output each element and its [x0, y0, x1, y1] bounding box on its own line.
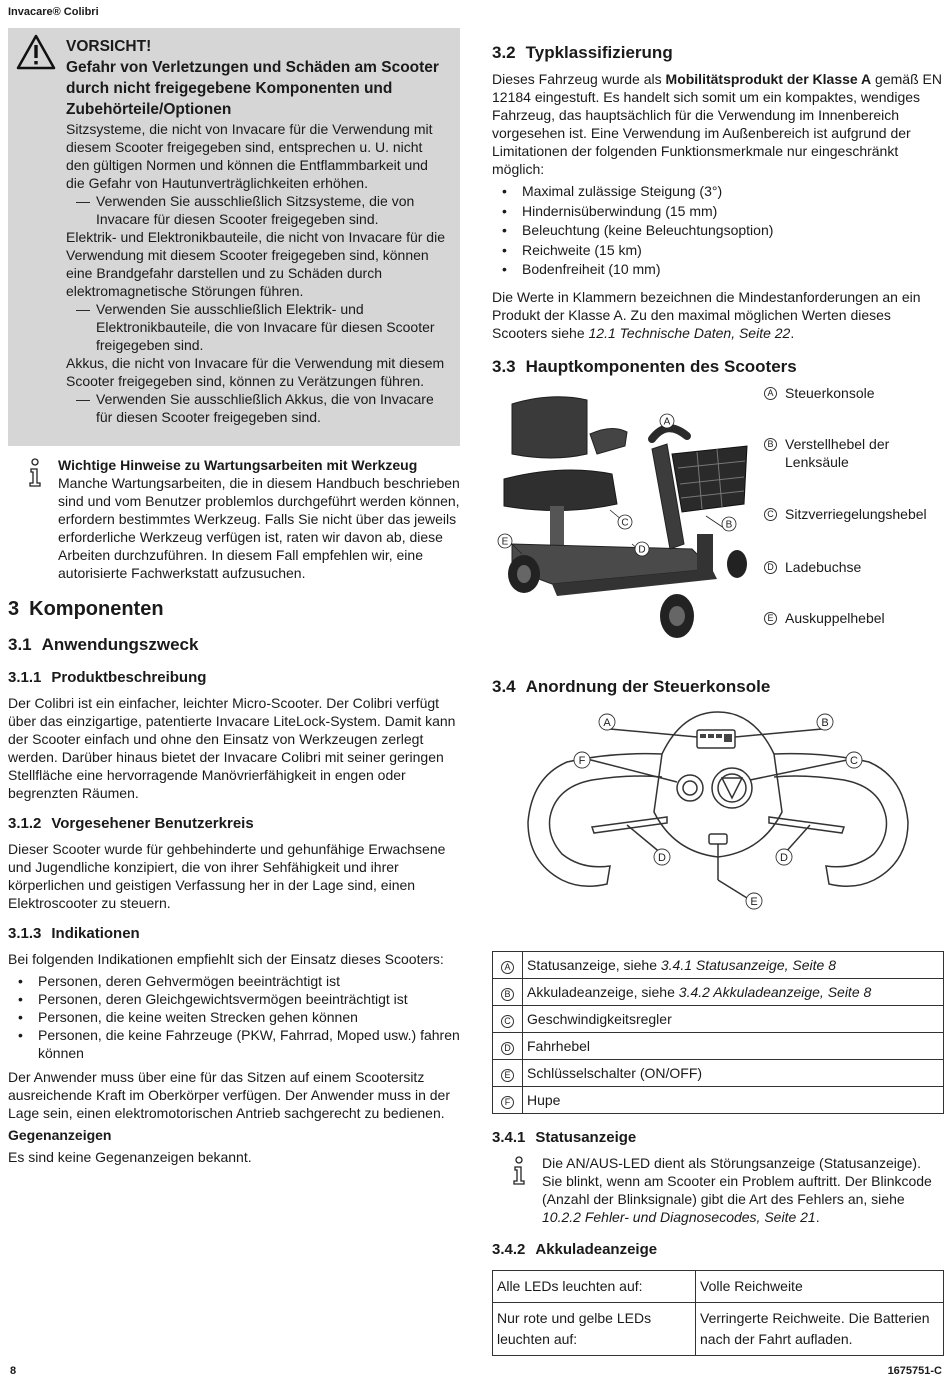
subsection-heading: 3.4.2 Akkuladeanzeige — [492, 1240, 658, 1258]
console-illustration — [492, 702, 944, 942]
contraindications-text: Es sind keine Gegenanzeigen bekannt. — [8, 1149, 252, 1165]
legend-item: D Ladebuchse — [764, 558, 861, 576]
callout-letter: E — [501, 536, 509, 547]
warning-box — [8, 28, 460, 446]
battery-indicator-table — [492, 1270, 944, 1356]
console-figure — [492, 702, 944, 947]
indications-list — [8, 972, 460, 1062]
warning-instruction: — Verwenden Sie ausschließlich Elektrik- und Elektronikbauteile, die von Invacare für diesen Scooter freigegeben sind. — [76, 301, 435, 353]
table-row: C Geschwindigkeitsregler — [493, 1005, 944, 1032]
callout-letter: E — [750, 895, 758, 908]
scooter-illustration — [492, 384, 757, 664]
callout-letter: C — [621, 517, 629, 528]
list-item: • Personen, deren Gleichgewichtsvermögen beeinträchtigt ist — [8, 990, 460, 1008]
product-description: Der Colibri ist ein einfacher, leichter Micro-Scooter. Der Colibri verfügt über das einzigartige, patentierte Invacare LiteLock-System. Damit kann der Scooter einfach und ohne den Einsatz von Werkzeugen zerlegt werden. Darüber hinaus bietet der Invacare Colibri mit seiner geringen Stellfläche eine hervorragende Manövrierfähigkeit in engen oder begrenzten Räumen. — [8, 695, 456, 801]
cross-reference-link[interactable]: 10.2.2 Fehler- und Diagnosecodes, Seite 21 — [542, 1208, 816, 1225]
legend-item: B Verstellhebel der Lenksäule — [764, 435, 915, 471]
info-icon — [28, 458, 42, 488]
document-id: 1675751-C — [887, 1365, 942, 1377]
section-heading: 3.3 Hauptkomponenten des Scooters — [492, 356, 797, 376]
warning-instruction: — Verwenden Sie ausschließlich Sitzsysteme, die von Invacare für diesen Scooter freigegeben sind. — [76, 193, 415, 227]
section-heading: 3.2 Typklassifizierung — [492, 43, 673, 62]
warning-triangle-icon — [16, 34, 56, 70]
contraindications-title: Gegenanzeigen — [8, 1127, 112, 1143]
subsection-heading: 3.1.3 Indikationen — [8, 925, 140, 942]
list-item: • Personen, deren Gehvermögen beeinträchtigt ist — [8, 972, 460, 990]
running-header: Invacare® Colibri — [8, 6, 99, 18]
table-row: E Schlüsselschalter (ON/OFF) — [493, 1059, 944, 1086]
cross-reference-link[interactable]: 3.4.2 Akkuladeanzeige, Seite 8 — [678, 983, 872, 1000]
status-info-note: Die AN/AUS-LED dient als Störungsanzeige (Statusanzeige). Sie blinkt, wenn am Scooter ein Problem auftritt. Der Blinkcode (Anzahl der Blinksignale) gibt die Art des Fehlers an, siehe 10.2.2 Fehler- und Diagnosecodes, Seite 21. — [492, 1154, 944, 1226]
callout-letter: D — [638, 544, 646, 555]
table-row: A Statusanzeige, siehe 3.4.1 Statusanzeige, Seite 8 — [493, 951, 944, 978]
callout-letter: A — [603, 716, 611, 729]
warning-instruction: — Verwenden Sie ausschließlich Akkus, die von Invacare für diesen Scooter freigegeben sind. — [76, 391, 434, 425]
info-icon — [512, 1156, 526, 1186]
cross-reference-link[interactable]: 3.4.1 Statusanzeige, Seite 8 — [660, 956, 836, 973]
legend-item: A Steuerkonsole — [764, 384, 875, 402]
console-legend-table — [492, 951, 944, 1114]
left-column — [8, 28, 460, 1166]
indications-intro: Bei folgenden Indikationen empfiehlt sich der Einsatz dieses Scooters: — [8, 951, 444, 967]
cross-reference-link[interactable]: 12.1 Technische Daten, Seite 22 — [588, 324, 791, 341]
classification-list — [492, 182, 944, 280]
info-text: Manche Wartungsarbeiten, die in diesem Handbuch beschrieben sind und vom Benutzer problemlos durchgeführt werden können, erfordern bestimmtes Werkzeug. Falls Sie nicht über das jeweils erforderliche Werkzeug verfügen ist, raten wir davon ab, diese Arbeiten durchzuführen. In diesem Fall empfehlen wir, eine autorisierte Fachwerkstatt aufzusuchen. — [58, 475, 460, 581]
section-heading: 3.1 Anwendungszweck — [8, 635, 199, 654]
classification-text: Dieses Fahrzeug wurde als Mobilitätsprodukt der Klasse A gemäß EN 12184 eingestuft. Es handelt sich somit um ein kompaktes, wendiges Fahrzeug, das hauptsächlich für die Verwendung im Innenbereich vorgesehen ist. Eine Verwendung im Außenbereich ist aufgrund der Limitationen der folgenden Funktionsmerkmale nur eingeschränkt möglich: — [492, 71, 942, 177]
table-row: B Akkuladeanzeige, siehe 3.4.2 Akkuladeanzeige, Seite 8 — [493, 978, 944, 1005]
warning-label: VORSICHT! — [66, 38, 152, 55]
table-row: Alle LEDs leuchten auf: Volle Reichweite — [493, 1270, 944, 1302]
scooter-figure — [492, 384, 944, 674]
warning-paragraph: Sitzsysteme, die nicht von Invacare für die Verwendung mit diesem Scooter freigegeben sind, entsprechen u. U. nicht den gültigen Normen und können die Entflammbarkeit und die Gefahr von Hautunverträglichkeiten erhöhen. — [66, 121, 433, 191]
table-row: Nur rote und gelbe LEDs leuchten auf: Verringerte Reichweite. Die Batterien nach der Fahrt aufladen. — [493, 1302, 944, 1355]
info-note — [8, 456, 460, 582]
subsection-heading: 3.4.1 Statusanzeige — [492, 1128, 637, 1146]
table-row: D Fahrhebel — [493, 1032, 944, 1059]
user-group-text: Dieser Scooter wurde für gehbehinderte und gehunfähige Erwachsene und Jugendliche konzipiert, die von ihrer Sehfähigkeit und ihrer körperlichen und geistigen Verfassung her in der Lage sind, einen Elektroscooter zu steuern. — [8, 841, 446, 911]
classification-outro: Die Werte in Klammern bezeichnen die Mindestanforderungen an ein Produkt der Klasse A. Zu den maximal möglichen Werten dieses Scooters siehe 12.1 Technische Daten, Seite 22. — [492, 288, 921, 341]
table-row: F Hupe — [493, 1086, 944, 1113]
list-item: • Bodenfreiheit (10 mm) — [492, 260, 944, 280]
legend-item: C Sitzverriegelungshebel — [764, 505, 927, 523]
chapter-heading: 3 Komponenten — [8, 598, 164, 620]
right-column — [492, 28, 944, 1356]
warning-paragraph: Akkus, die nicht von Invacare für die Verwendung mit diesem Scooter freigegeben sind, können zu Verätzungen führen. — [66, 355, 445, 389]
callout-letter: D — [780, 851, 788, 864]
callout-letter: B — [725, 519, 733, 530]
callout-letter: B — [821, 716, 829, 729]
callout-letter: A — [663, 416, 671, 427]
legend-item: E Auskuppelhebel — [764, 609, 885, 627]
info-title: Wichtige Hinweise zu Wartungsarbeiten mit Werkzeug — [58, 457, 418, 473]
subsection-heading: 3.1.1 Produktbeschreibung — [8, 669, 207, 686]
page-number: 8 — [10, 1365, 17, 1377]
callout-letter: D — [658, 851, 666, 864]
list-item: • Maximal zulässige Steigung (3°) — [492, 182, 944, 202]
list-item: • Beleuchtung (keine Beleuchtungsoption) — [492, 221, 944, 241]
list-item: • Hindernisüberwindung (15 mm) — [492, 202, 944, 222]
callout-letter: F — [578, 754, 586, 767]
list-item: • Reichweite (15 km) — [492, 241, 944, 261]
warning-paragraph: Elektrik- und Elektronikbauteile, die nicht von Invacare für die Verwendung mit diesem Scooter freigegeben sind, können eine Brandgefahr darstellen und zu Schäden durch elektromagnetische Störungen führen. — [66, 229, 445, 299]
list-item: • Personen, die keine weiten Strecken gehen können — [8, 1008, 460, 1026]
list-item: • Personen, die keine Fahrzeuge (PKW, Fahrrad, Moped usw.) fahren können — [8, 1026, 460, 1062]
subsection-heading: 3.1.2 Vorgesehener Benutzerkreis — [8, 815, 254, 832]
indications-outro: Der Anwender muss über eine für das Sitzen auf einem Scootersitz ausreichende Kraft im Oberkörper verfügen. Der Anwender muss in der Lage sein, einen elektromotorischen Antrieb sachgerecht zu bedienen. — [8, 1069, 450, 1121]
section-heading: 3.4 Anordnung der Steuerkonsole — [492, 676, 771, 696]
warning-title: Gefahr von Verletzungen und Schäden am Scooter durch nicht freigegebene Komponenten und Zubehörteile/Optionen — [66, 59, 439, 118]
callout-letter: C — [850, 754, 858, 767]
